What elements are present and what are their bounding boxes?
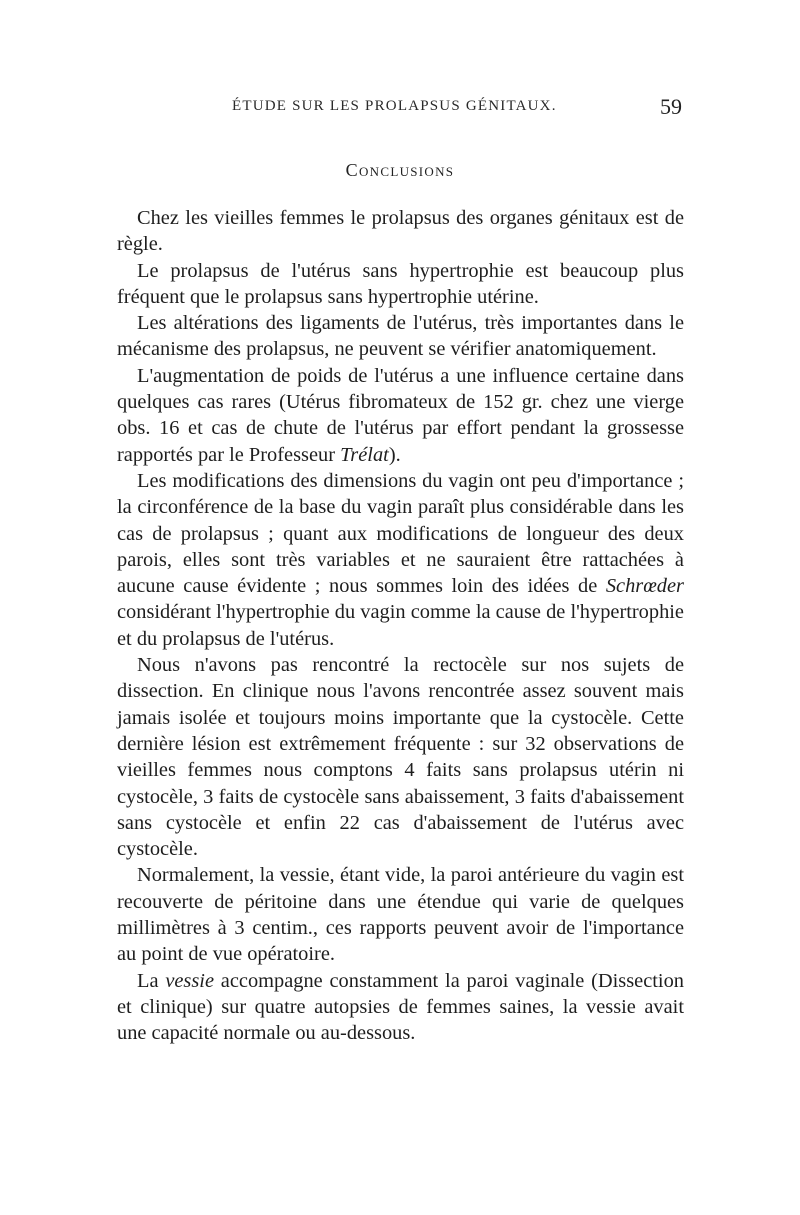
running-head: ÉTUDE SUR LES PROLAPSUS GÉNITAUX. [232, 98, 557, 114]
paragraph-2: Le prolapsus de l'utérus sans hypertrophie est beaucoup plus fréquent que le prolapsus sans hypertrophie utérine. [117, 259, 684, 308]
author-name-trelat: Trélat [340, 443, 389, 466]
page-number: 59 [660, 94, 682, 119]
paragraph-5-end: considérant l'hypertrophie du vagin comme la cause de l'hypertrophie et du prolapsus de l'utérus. [117, 601, 684, 650]
term-vessie: vessie [165, 969, 214, 992]
paragraph-8 [117, 968, 684, 1047]
paragraph-3: Les altérations des ligaments de l'utérus, très importantes dans le mécanisme des prolapsus, ne peuvent se vérifier anatomiquement. [117, 312, 684, 361]
paragraph-4-end: ). [388, 443, 401, 466]
paragraph-5-text: Les modifications des dimensions du vagin ont peu d'importance ; la circonférence de la base du vagin paraît plus considérable dans les cas de prolapsus ; quant aux modifications de longueur des deux parois, elles sont très variables et ne sauraient être rattachées à aucune cause évidente ; nous sommes loin des idées de [117, 469, 684, 598]
author-name-schroeder: Schrœder [605, 575, 684, 598]
paragraph-8-start: La [137, 969, 166, 992]
paragraph-7: Normalement, la vessie, étant vide, la paroi antérieure du vagin est recouverte de péritoine dans une étendue qui varie de quelques millimètres à 3 centim., ces rapports peuvent avoir de l'importance au point de vue opératoire. [117, 864, 684, 966]
paragraph-6: Nous n'avons pas rencontré la rectocèle sur nos sujets de dissection. En clinique nous l'avons rencontrée assez souvent mais jamais isolée et toujours moins importante que la cystocèle. Cette dernière lésion est extrêmement fréquente : sur 32 observations de vieilles femmes nous comptons 4 faits sans prolapsus utérin ni cystocèle, 3 faits de cystocèle sans abaissement, 3 faits d'abaissement sans cystocèle et enfin 22 cas d'abaissement de l'utérus avec cystocèle. [117, 654, 684, 861]
paragraph-1: Chez les vieilles femmes le prolapsus des organes génitaux est de règle. [117, 207, 684, 256]
paragraph-5 [117, 468, 684, 652]
body-text [117, 205, 684, 1047]
paragraph-4 [117, 363, 684, 468]
paragraph-8-text: accompagne constamment la paroi vaginale (Dissection et clinique) sur quatre autopsies de femmes saines, la vessie avait une capacité normale ou au-dessous. [117, 969, 684, 1045]
section-title: Conclusions [345, 160, 455, 180]
paragraph-4-text: L'augmentation de poids de l'utérus a une influence certaine dans quelques cas rares (Utérus fibromateux de 152 gr. chez une vierge obs. 16 et cas de chute de l'utérus par effort pendant la grossesse rapportés par le Professeur [117, 364, 684, 466]
